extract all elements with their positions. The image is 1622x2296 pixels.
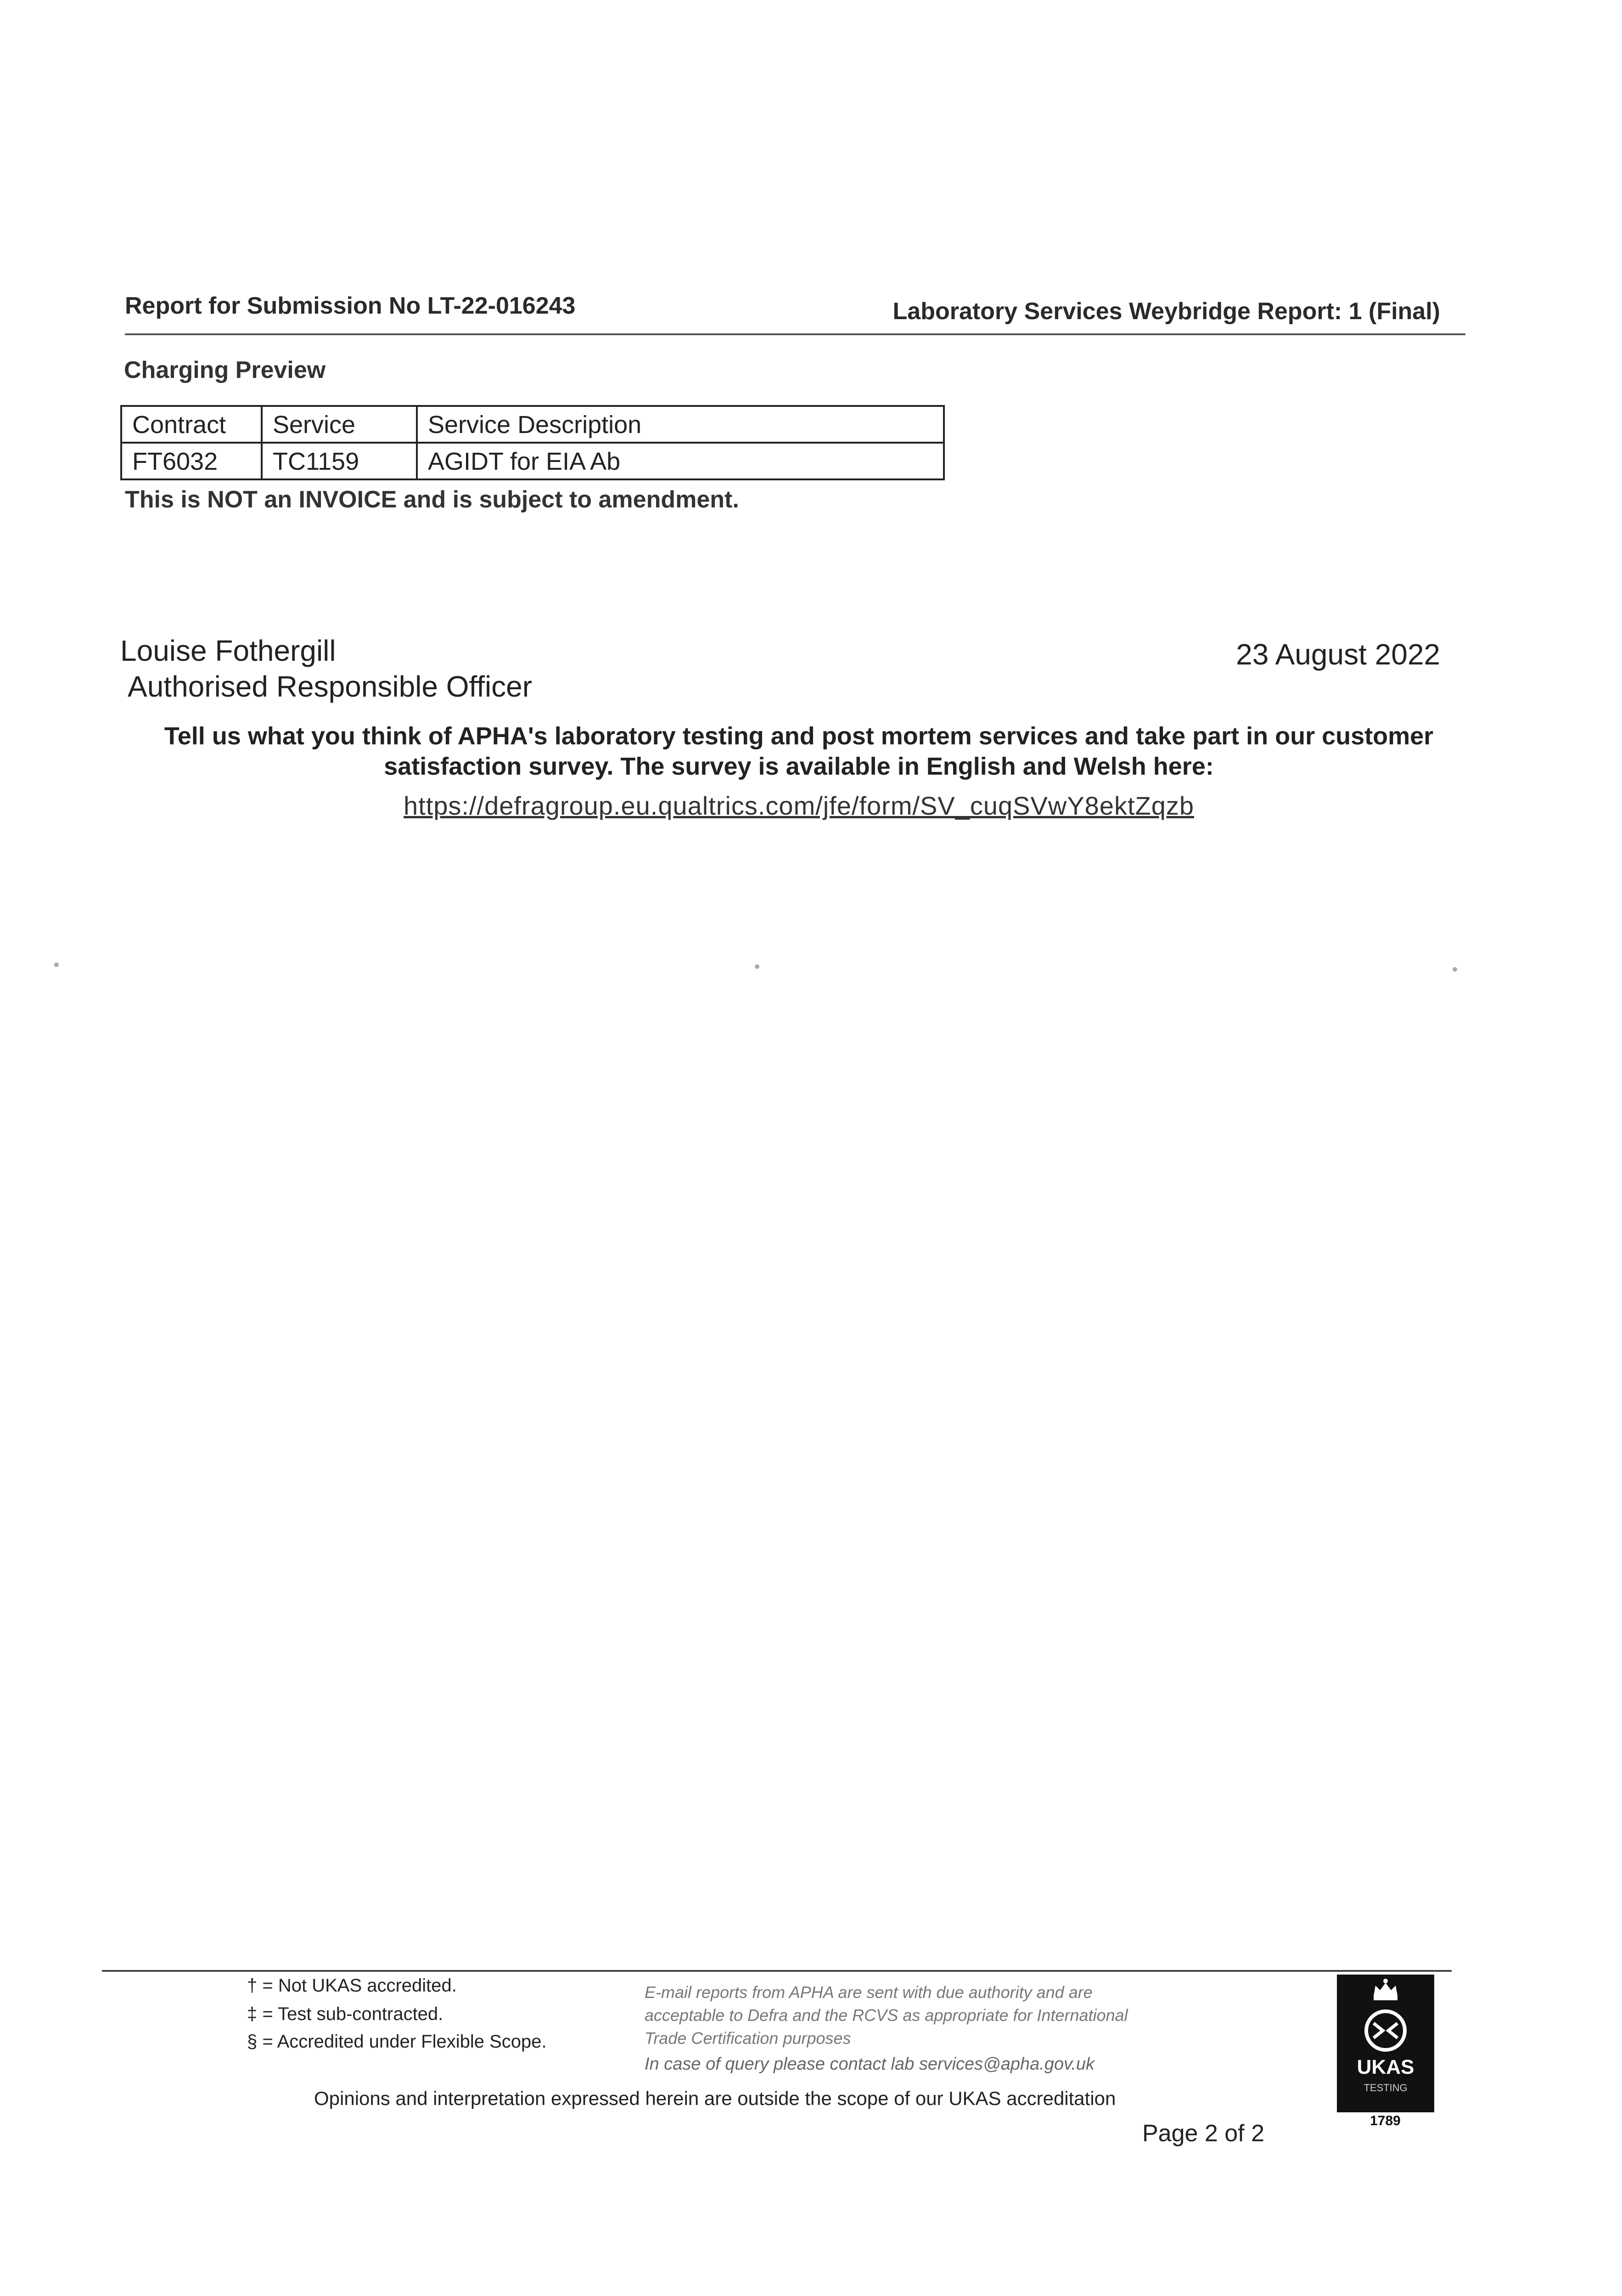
submission-number: Report for Submission No LT-22-016243: [125, 293, 576, 319]
report-date: 23 August 2022: [1236, 638, 1440, 671]
table-header-row: [121, 406, 944, 443]
email-note-line: acceptable to Defra and the RCVS as appropriate for International: [645, 2006, 1128, 2025]
column-header-service-description: Service Description: [417, 406, 944, 443]
header-divider: [125, 333, 1465, 335]
table-row: [121, 443, 944, 479]
query-contact-note: In case of query please contact lab services@apha.gov.uk: [645, 2054, 1094, 2074]
signatory-role: Authorised Responsible Officer: [128, 670, 533, 703]
ukas-logo-icon: [1337, 1975, 1434, 2112]
charging-table: [120, 405, 945, 480]
scan-speck: [1453, 967, 1457, 972]
charging-preview-title: Charging Preview: [124, 357, 326, 383]
cell-service: TC1159: [262, 443, 417, 479]
page-number: Page 2 of 2: [1142, 2120, 1264, 2147]
ukas-label: UKAS: [1357, 2056, 1414, 2078]
survey-invitation: Tell us what you think of APHA's laboratory testing and post mortem services and take part in our customer satisfaction survey. The survey is available in English and Welsh here:: [164, 722, 1434, 780]
legend-flexible-scope: § = Accredited under Flexible Scope.: [247, 2032, 547, 2052]
column-header-contract: Contract: [121, 406, 262, 443]
signatory-name: Louise Fothergill: [120, 634, 336, 667]
footer-divider: [102, 1970, 1452, 1972]
report-title: Laboratory Services Weybridge Report: 1 (Final): [892, 298, 1440, 325]
legend-not-accredited: † = Not UKAS accredited.: [247, 1975, 457, 1996]
invoice-disclaimer: This is NOT an INVOICE and is subject to amendment.: [125, 486, 739, 513]
cell-contract: FT6032: [121, 443, 262, 479]
email-note-line: Trade Certification purposes: [645, 2029, 851, 2048]
survey-link[interactable]: https://defragroup.eu.qualtrics.com/jfe/form/SV_cuqSVwY8ektZqzb: [403, 791, 1195, 820]
ukas-accreditation-number: 1789: [1370, 2113, 1401, 2128]
column-header-service: Service: [262, 406, 417, 443]
cell-service-description: AGIDT for EIA Ab: [417, 443, 944, 479]
scan-speck: [54, 962, 59, 967]
accreditation-disclaimer: Opinions and interpretation expressed herein are outside the scope of our UKAS accreditation: [314, 2088, 1116, 2109]
scan-speck: [755, 964, 759, 969]
legend-sub-contracted: ‡ = Test sub-contracted.: [247, 2004, 443, 2024]
ukas-sublabel: TESTING: [1364, 2082, 1408, 2093]
email-note-line: E-mail reports from APHA are sent with due authority and are: [645, 1983, 1093, 2002]
